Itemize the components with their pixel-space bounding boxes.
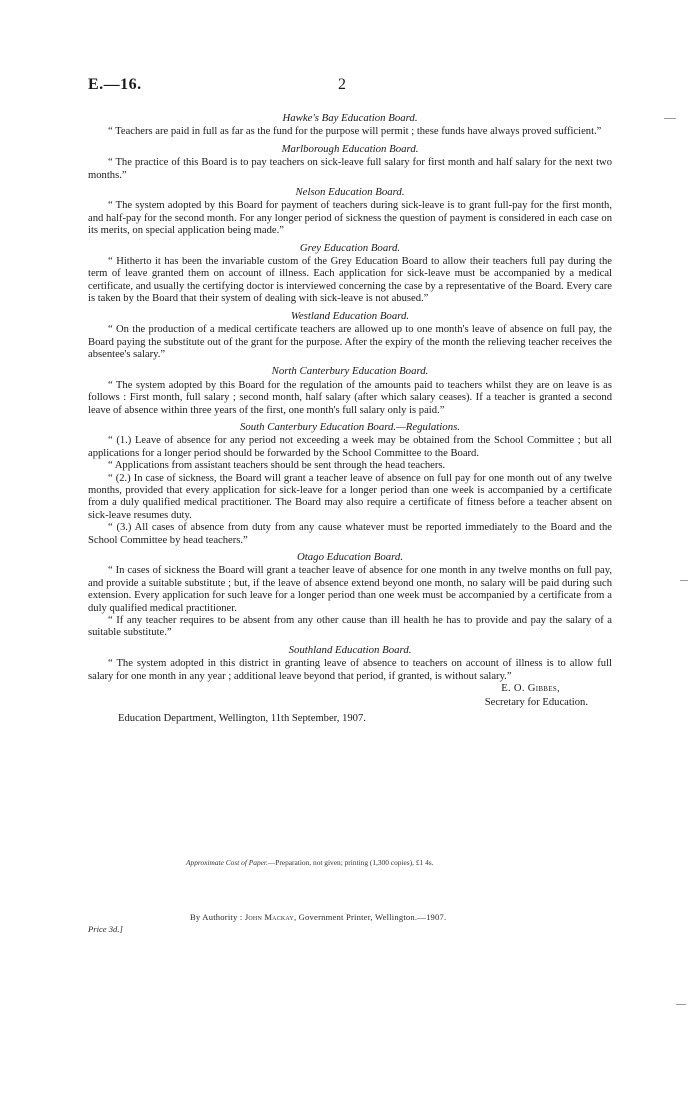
section-westland: [88, 310, 612, 362]
page-body: [88, 108, 612, 727]
paragraph: “ If any teacher requires to be absent from any other cause than ill health he has to provide and pay the salary of a suitable substitute.”: [88, 615, 612, 639]
section-southland: [88, 644, 612, 683]
section-heading: Otago Education Board.: [296, 551, 404, 563]
section-south-canterbury: [88, 421, 612, 547]
paragraph: “ The system adopted in this district in granting leave of absence to teachers on account of illness is to allow full salary for one month in any year ; additional leave beyond that period, if granted, is without salary.”: [88, 658, 612, 682]
cost-note: [186, 858, 606, 867]
page-header: [88, 76, 608, 96]
paragraph: “ Teachers are paid in full as far as the fund for the purpose will permit ; these funds have always proved sufficient.”: [108, 126, 602, 138]
paragraph: “ (3.) All cases of absence from duty from any cause whatever must be reported immediately to the Board and the School Committee by head teachers.”: [88, 522, 612, 546]
paragraph: “ Hitherto it has been the invariable custom of the Grey Education Board to allow their teachers full pay during the term of leave granted them on account of illness. Each application for sick-leave must be accompanied by a medical certificate, and usually the certifying doctor is interviewed concerning the case by a representative of the Board. Every care is taken by the Board that their system of dealing with sick-leave is not abused.”: [88, 256, 612, 305]
paragraph: “ The system adopted by this Board for the regulation of the amounts paid to teachers whilst they are on leave is as follows : First month, full salary ; second month, half salary (after which salary ceases). If a teacher is granted a second leave of absence within three years of the first, one month's full salary only is paid.”: [88, 379, 612, 416]
printer-authority: [190, 912, 446, 922]
printer-name: John Mackay,: [244, 912, 297, 922]
section-marlborough: [88, 143, 612, 182]
paragraph: “ The practice of this Board is to pay teachers on sick-leave full salary for first month and half salary for the next two months.”: [88, 157, 612, 181]
section-north-canterbury: [88, 365, 612, 417]
authority-rest: Government Printer, Wellington.—1907.: [298, 912, 447, 922]
dateline: Education Department, Wellington, 11th September, 1907.: [118, 713, 366, 725]
signature-block: [88, 683, 612, 727]
paragraph: “ In cases of sickness the Board will grant a teacher leave of absence for one month in any twelve months on full pay, and provide a suitable substitute ; but, if the leave of absence extend beyond one month, no salary will be paid during such extension. Every application for such leave for a longer period than one week must be accompanied by a certificate from a duly qualified medical practitioner.: [88, 565, 612, 614]
paragraph: “ On the production of a medical certificate teachers are allowed up to one month's leave of absence on full pay, the Board paying the substitute out of the grant for the purpose. After the expiry of the month the relieving teacher receives the absentee's salary.”: [88, 324, 612, 360]
signatory-title: Secretary for Education.: [484, 697, 588, 709]
cost-label: Approximate Cost of Paper.: [186, 858, 268, 867]
section-heading: South Canterbury Education Board.—Regulations.: [239, 420, 461, 433]
paragraph: “ The system adopted by this Board for payment of teachers during sick-leave is to grant full-pay for the first month, and half-pay for the second month. For any longer period of sickness the question of payment is considered in each case on its merits, on special application being made.”: [88, 200, 612, 237]
margin-mark: [680, 580, 688, 581]
section-heading: Westland Education Board.: [290, 309, 410, 322]
section-heading: Grey Education Board.: [299, 241, 401, 254]
section-heading: Nelson Education Board.: [295, 186, 405, 199]
price-note: Price 3d.]: [88, 924, 123, 934]
margin-mark: [664, 118, 676, 119]
margin-mark: [676, 1004, 686, 1005]
section-heading: Southland Education Board.: [288, 643, 412, 656]
paragraph: “ (2.) In case of sickness, the Board will grant a teacher leave of absence on full pay for one month out of any twelve months, provided that every application for sick-leave for a longer period than one week is accompanied by a certificate from a duly qualified medical practitioner. The Board may also require a certificate of fitness before a teacher absent on sick-leave resumes duty.: [88, 472, 612, 521]
section-heading: Marlborough Education Board.: [281, 142, 419, 155]
section-grey: [88, 242, 612, 306]
page-number: 2: [338, 76, 346, 93]
authority-prefix: By Authority :: [190, 912, 243, 922]
paragraph: “ (1.) Leave of absence for any period not exceeding a week may be obtained from the School Committee ; but all applications for a longer period should be forwarded by the School Committee to the Board.: [88, 435, 612, 459]
section-heading: Hawke's Bay Education Board.: [282, 112, 418, 124]
document-reference: E.—16.: [88, 76, 142, 93]
signatory-name: E. O. Gibbes,: [501, 683, 560, 695]
cost-text: —Preparation, not given; printing (1,300 copies), £1 4s.: [267, 858, 434, 867]
section-nelson: [88, 186, 612, 238]
section-hawkes-bay: [88, 112, 612, 139]
section-otago: [88, 551, 612, 640]
section-heading: North Canterbury Education Board.: [271, 365, 429, 378]
paragraph: “ Applications from assistant teachers should be sent through the head teachers.: [108, 460, 446, 472]
